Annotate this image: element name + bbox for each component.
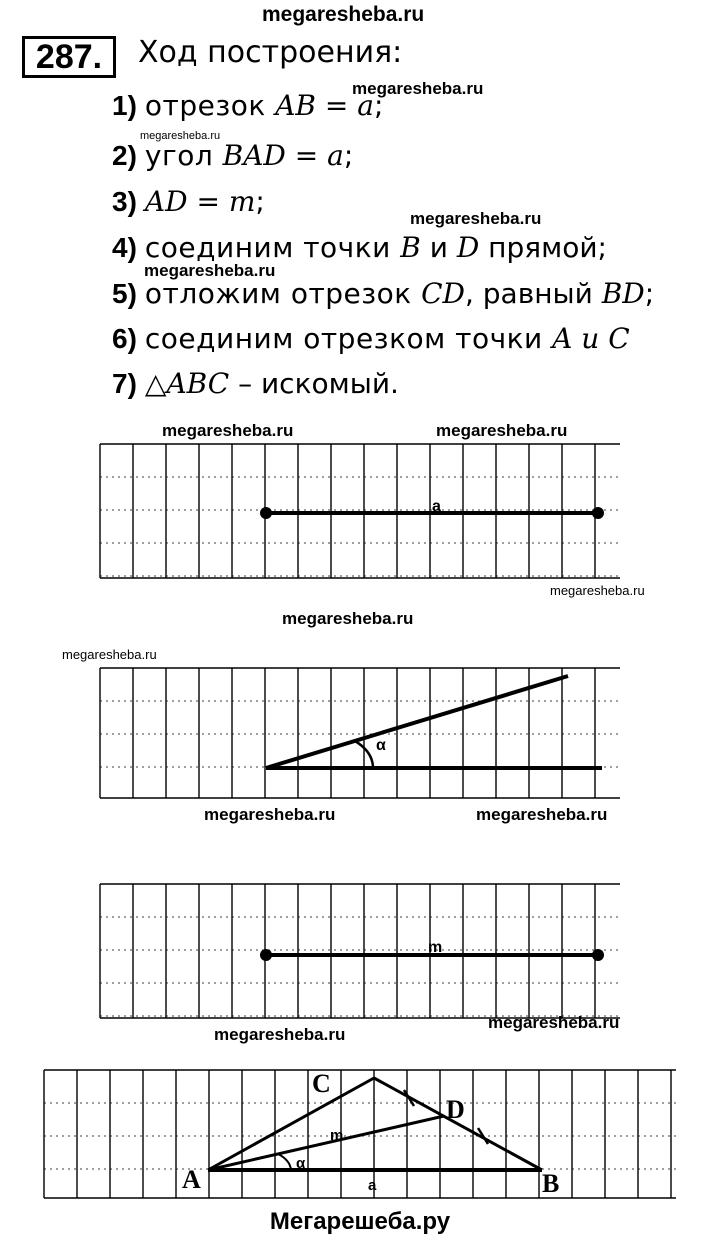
angle-arc xyxy=(278,1154,291,1170)
watermark-grid3-right: megaresheba.ru xyxy=(488,1013,620,1032)
watermark-grid2-left: megaresheba.ru xyxy=(204,805,336,824)
figure-segment-a xyxy=(0,438,720,588)
point-a xyxy=(260,507,272,519)
point-b xyxy=(592,507,604,519)
point-label-a: A xyxy=(182,1165,201,1194)
watermark-step1: megaresheba.ru xyxy=(352,79,484,98)
problem-number: 287. xyxy=(22,36,116,78)
watermark-grid2-right: megaresheba.ru xyxy=(476,805,608,824)
watermark-grid1-left: megaresheba.ru xyxy=(162,421,294,440)
step-5: 5) отложим отрезок CD, равный BD; xyxy=(112,277,655,310)
angle-label-alpha: α xyxy=(376,737,386,754)
step-7: 7) △ABC – искомый. xyxy=(112,367,399,400)
grid-lines xyxy=(100,884,620,1018)
side-cb xyxy=(374,1078,542,1170)
point-label-b: B xyxy=(542,1169,560,1198)
watermark-grid2-above: megaresheba.ru xyxy=(62,647,157,662)
angle-label-alpha: α xyxy=(296,1155,306,1172)
step-3: 3) AD = m; xyxy=(112,185,265,218)
watermark-step5: megaresheba.ru xyxy=(144,261,276,280)
ray-ad xyxy=(266,676,568,768)
watermark-grid1-below: megaresheba.ru xyxy=(550,583,645,598)
watermark-mid: megaresheba.ru xyxy=(282,609,414,628)
segment-label-m: m xyxy=(428,939,443,956)
step-1: 1) отрезок AB = a; xyxy=(112,89,384,122)
watermark-grid1-right: megaresheba.ru xyxy=(436,421,568,440)
watermark-top: megaresheba.ru xyxy=(262,3,425,26)
step-4: 4) соединим точки B и D прямой; xyxy=(112,231,607,264)
step-6: 6) соединим отрезком точки A и C xyxy=(112,322,630,355)
point-label-d: D xyxy=(446,1095,465,1124)
heading: Ход построения: xyxy=(138,35,403,70)
segment-ad xyxy=(208,1116,444,1170)
grid-lines xyxy=(100,668,620,798)
point-d xyxy=(592,949,604,961)
step-2: 2) угол BAD = a; xyxy=(112,139,354,172)
side-ac xyxy=(208,1078,374,1170)
figure-angle-alpha xyxy=(0,664,720,804)
point-label-c: C xyxy=(312,1069,331,1098)
segment-label-m: m xyxy=(330,1127,344,1144)
figure-triangle-abc xyxy=(0,1066,720,1204)
footer-site-name: Мегарешеба.ру xyxy=(269,1208,451,1235)
point-a xyxy=(260,949,272,961)
watermark-grid3-left: megaresheba.ru xyxy=(214,1025,346,1044)
figure-segment-m xyxy=(0,880,720,1025)
segment-label-a: a xyxy=(432,498,441,515)
segment-label-a: a xyxy=(368,1177,377,1194)
watermark-step4: megaresheba.ru xyxy=(410,209,542,228)
watermark-step2: megaresheba.ru xyxy=(140,130,221,142)
